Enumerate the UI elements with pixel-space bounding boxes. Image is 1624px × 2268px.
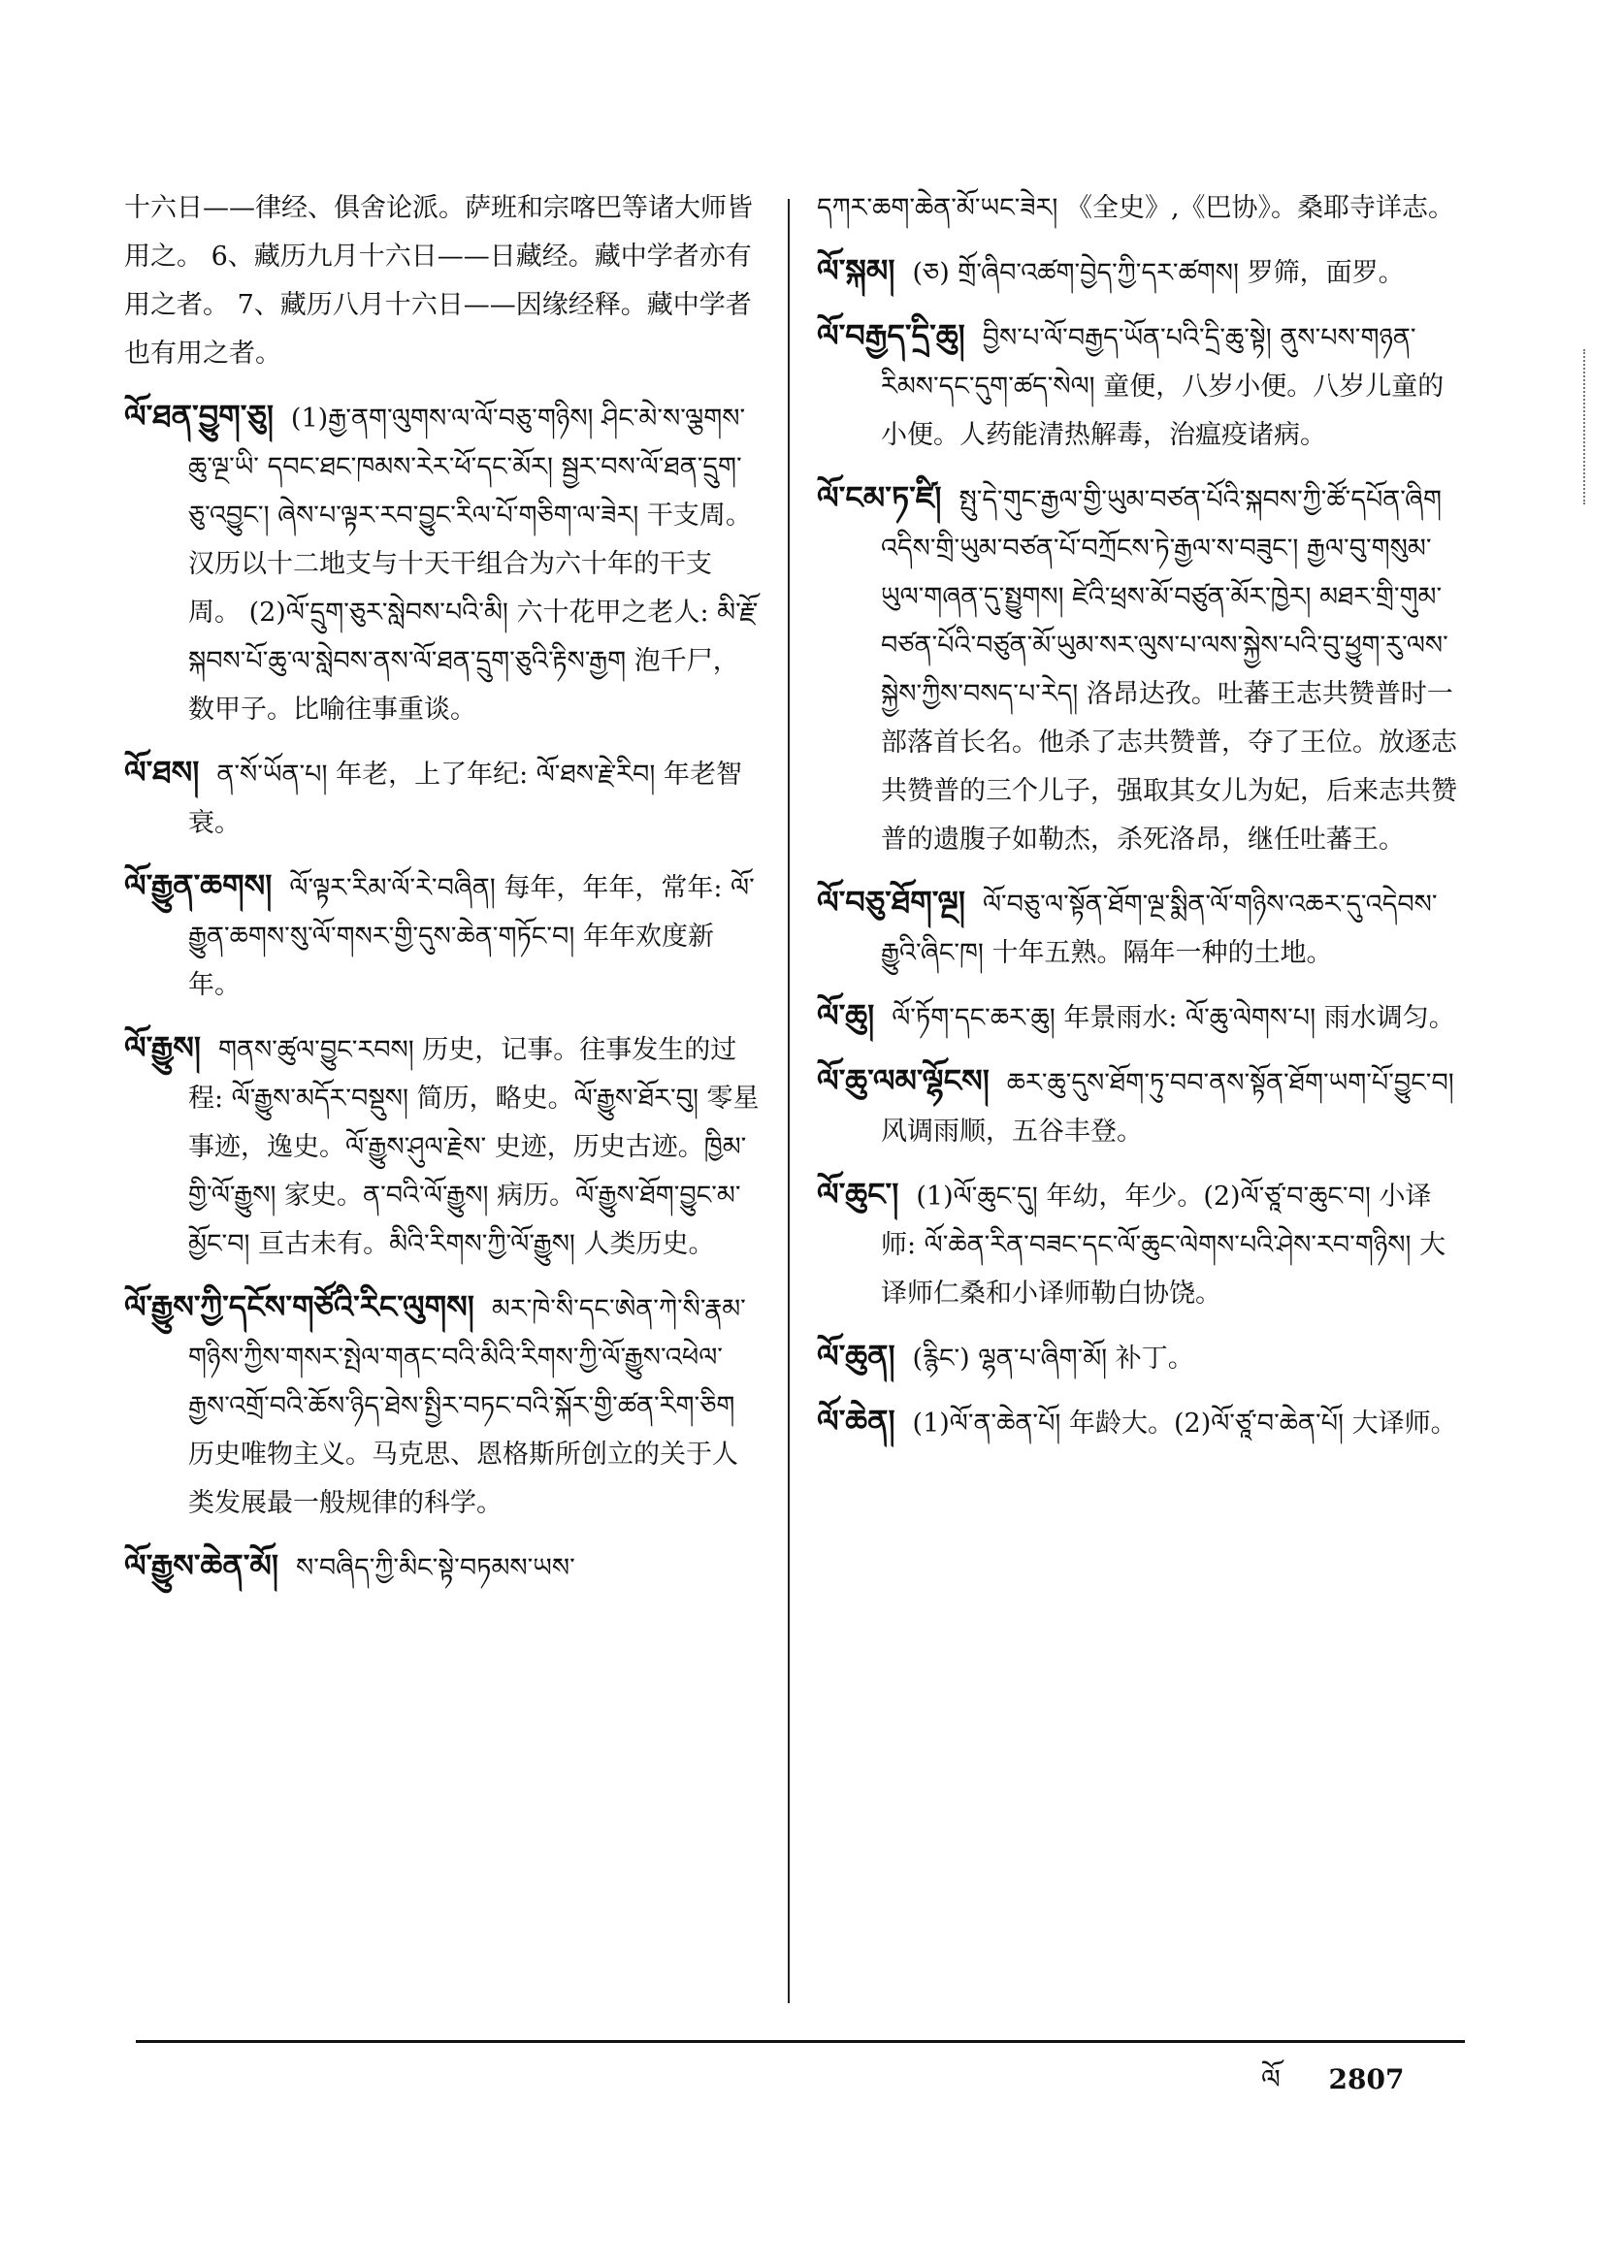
dictionary-entry	[817, 1056, 1457, 1156]
entry-text: ཆར་ཆུ་དུས་ཐོག་ཏུ་བབ་ནས་སྟོན་ཐོག་ཡག་པོ་བྱུང་བ། 风调雨顺，五谷丰登。	[881, 1068, 1454, 1147]
entry-headword: ལོ་བཅུ་ཐོག་ལྔ།	[817, 884, 965, 921]
column-divider	[788, 199, 790, 2003]
entry-text: (1)ལོ་ན་ཆེན་པོ། 年龄大。(2)ལོ་ཙཱ་བ་ཆེན་པོ། 大译师。	[912, 1409, 1457, 1439]
dictionary-entry	[817, 311, 1457, 460]
page-number: 2807	[1328, 2063, 1405, 2095]
entry-text: དཀར་ཆག་ཆེན་མོ་ཡང་ཟེར། 《全史》,《巴协》。桑耶寺详志。	[817, 193, 1455, 223]
entry-headword: ལོ་རྒྱུས།	[124, 1029, 201, 1066]
dictionary-entry	[124, 1541, 760, 1593]
entry-headword: ལོ་རྒྱུས་ཆེན་མོ།	[124, 1547, 278, 1584]
dictionary-entry	[817, 991, 1457, 1043]
entry-text: བྱིས་པ་ལོ་བརྒྱད་ཡོན་པའི་དྲི་ཆུ་སྟེ། ནུས་པས་གཉན་རིམས་དང་དུག་ཚད་སེལ། 童便，八岁小便。八岁儿童的小便。人药能清热解毒，治瘟疫诸病。	[881, 323, 1445, 450]
dictionary-entry	[817, 184, 1457, 233]
dictionary-entry	[817, 1397, 1457, 1448]
dictionary-entry	[124, 861, 760, 1010]
entry-text: (ཅ) གྲོ་ཞིབ་འཚག་བྱེད་ཀྱི་དར་ཚགས། 罗筛，面罗。	[912, 258, 1405, 288]
entry-headword: ལོ་རྒྱུས་ཀྱི་དངོས་གཙོའི་རིང་ལུགས།	[124, 1288, 474, 1325]
entry-text: ལོ་ལྟར་རིམ་ལོ་རེ་བཞིན། 每年，年年，常年: ལོ་རྒྱུན་ཆགས་སུ་ལོ་གསར་གྱི་དུས་ཆེན་གཏོང་བ། 年年欢度新年。	[188, 873, 755, 1000]
bottom-rule	[136, 2040, 1465, 2043]
entry-headword: ལོ་ཆུ་ལམ་ལྷོངས།	[817, 1062, 990, 1099]
entry-text: (1)རྒྱ་ནག་ལུགས་ལ་ལོ་བཅུ་གཉིས། ཤིང་མེ་ས་ལྕགས་ཆུ་ལྔ་ཡི་ དབང་ཐང་ཁམས་རེར་ཕོ་དང་མོར། སྦྱར་བས་ལོ་ཐན་དྲུག་ཅུ་འབྱུང་། ཞེས་པ་ལྟར་རབ་བྱུང་རིལ་པོ་གཅིག་ལ་ཟེར། 干支周。汉历以十二地支与十天干组合为六十年的干支周。 (2)ལོ་དྲུག་ཅུར་སླེབས་པའི་མི། 六十花甲之老人: མི་རྗོ་སྐབས་པོ་ཆུ་ལ་སླེབས་ནས་ལོ་ཐན་དྲུག་ཅུའི་རྟིས་རྒྱག 泡千尸，数甲子。比喻往事重谈。	[188, 404, 759, 725]
entry-headword: ལོ་ཐས།	[124, 754, 200, 791]
entry-text: (རྙིང་) ལྷན་པ་ཞིག་མོ། 补丁。	[912, 1344, 1194, 1374]
dictionary-entry	[817, 878, 1457, 978]
entry-headword: ལོ་ཆུང་།	[817, 1176, 899, 1213]
entry-text: ན་སོ་ཡོན་པ། 年老，上了年纪: ལོ་ཐས་རྗེ་རིབ། 年老智衰。	[188, 760, 742, 838]
entry-headword: ལོ་བརྒྱད་དྲི་ཆུ།	[817, 317, 965, 354]
entry-text: སྤུ་དེ་གུང་རྒྱལ་གྱི་ཡུམ་བཙན་པོའི་སྐབས་ཀྱི་ཚོ་དཔོན་ཞིག འདིས་གྲི་ཡུམ་བཙན་པོ་བཀྲོངས་ཏེ་རྒྱལ་ས་བཟུང་། རྒྱལ་བུ་གསུམ་ཡུལ་གཞན་དུ་སྤྱུགས། ཛེའི་ཕྲས་མོ་བཙུན་མོར་ཁྱེར། མཐར་གྲི་གུམ་བཙན་པོའི་བཙུན་མོ་ཡུམ་སར་ལུས་པ་ལས་སྐྱེས་པའི་བུ་ཕྱུག་རུ་ལས་སྐྱེས་ཀྱིས་བསད་པ་རེད། 洛昂达孜。吐蕃王志共赞普时一部落首长名。他杀了志共赞普，夺了王位。放逐志共赞普的三个儿子，强取其女儿为妃，后来志共赞普的遗腹子如勒杰，杀死洛昂，继任吐蕃王。	[881, 485, 1457, 855]
entry-headword: ལོ་ཆེན།	[817, 1403, 895, 1440]
margin-scan-marks	[1583, 349, 1605, 504]
dictionary-entry	[817, 246, 1457, 298]
entry-text: 十六日——律经、俱舍论派。萨班和宗喀巴等诸大师皆用之。 6、藏历九月十六日——日藏经。藏中学者亦有用之者。 7、藏历八月十六日——因缘经释。藏中学者也有用之者。	[124, 193, 753, 369]
dictionary-entry	[817, 473, 1457, 864]
section-letter: ལོ	[1261, 2063, 1281, 2095]
dictionary-entry	[124, 184, 760, 378]
entry-headword: ལོ་ཐན་བྱུག་ཅུ།	[124, 398, 274, 435]
dictionary-entry	[817, 1170, 1457, 1318]
entry-headword: ལོ་ཆུན།	[817, 1338, 895, 1375]
page-footer	[1261, 2049, 1404, 2125]
entry-headword: ལོ་ཆུ།	[817, 997, 875, 1034]
entry-text: ལོ་ཏོག་དང་ཆར་ཆུ། 年景雨水: ལོ་ཆུ་ལེགས་པ། 雨水调匀。	[892, 1003, 1455, 1033]
dictionary-entry	[817, 1332, 1457, 1383]
dictionary-entry	[124, 1282, 760, 1528]
dictionary-entry	[124, 1023, 760, 1269]
dictionary-entry	[124, 748, 760, 848]
entry-text: ལོ་བཅུ་ལ་སྟོན་ཐོག་ལྔ་སྨིན་ལོ་གཉིས་འཆར་དུ་འདེབས་རྒྱུའི་ཞིང་ཁ། 十年五熟。隔年一种的土地。	[881, 890, 1438, 968]
entry-text: མར་ཁེ་སི་དང་ཨེན་ཀེ་སི་རྣམ་གཉིས་ཀྱིས་གསར་སྤེལ་གནང་བའི་མིའི་རིགས་ཀྱི་ལོ་རྒྱུས་འཕེལ་རྒྱས་འགྲོ་བའི་ཆོས་ཉིད་ཐེས་སྤྱིར་བཏང་བའི་སྐོར་གྱི་ཚན་རིག་ཅིག 历史唯物主义。马克思、恩格斯所创立的关于人类发展最一般规律的科学。	[188, 1294, 746, 1518]
right-column	[817, 184, 1457, 1462]
left-column	[124, 184, 760, 1606]
entry-text: ས་བཞིད་ཀྱི་མིང་སྟེ་བཏམས་ཡས་	[295, 1553, 575, 1583]
entry-text: (1)ལོ་ཆུང་དུ། 年幼，年少。(2)ལོ་ཙཱ་བ་ཆུང་བ། 小译师: ལོ་ཆེན་རིན་བཟང་དང་ལོ་ཆུང་ལེགས་པའི་ཤེས་རབ་གཉིས། 大译师仁桑和小译师勒白协饶。	[881, 1182, 1446, 1309]
entry-text: གནས་ཚུལ་བྱུང་རབས། 历史，记事。往事发生的过程: ལོ་རྒྱུས་མདོར་བསྡུས། 简历，略史。ལོ་རྒྱུས་ཐོར་བུ། 零星事迹，逸史。ལོ་རྒྱུས་ཤུལ་རྗེས་ 史迹，历史古迹。ཁྱིམ་གྱི་ལོ་རྒྱུས། 家史。ན་བའི་ལོ་རྒྱུས། 病历。ལོ་རྒྱུས་ཐོག་བྱུང་མ་མྱོང་བ། 亘古未有。མིའི་རིགས་ཀྱི་ལོ་རྒྱུས། 人类历史。	[188, 1035, 760, 1259]
entry-headword: ལོ་རྒྱུན་ཆགས།	[124, 867, 273, 904]
dictionary-entry	[124, 392, 760, 734]
entry-headword: ལོ་སྐམ།	[817, 252, 895, 289]
entry-headword: ལོ་ངམ་ཏ་ཛི།	[817, 479, 942, 516]
